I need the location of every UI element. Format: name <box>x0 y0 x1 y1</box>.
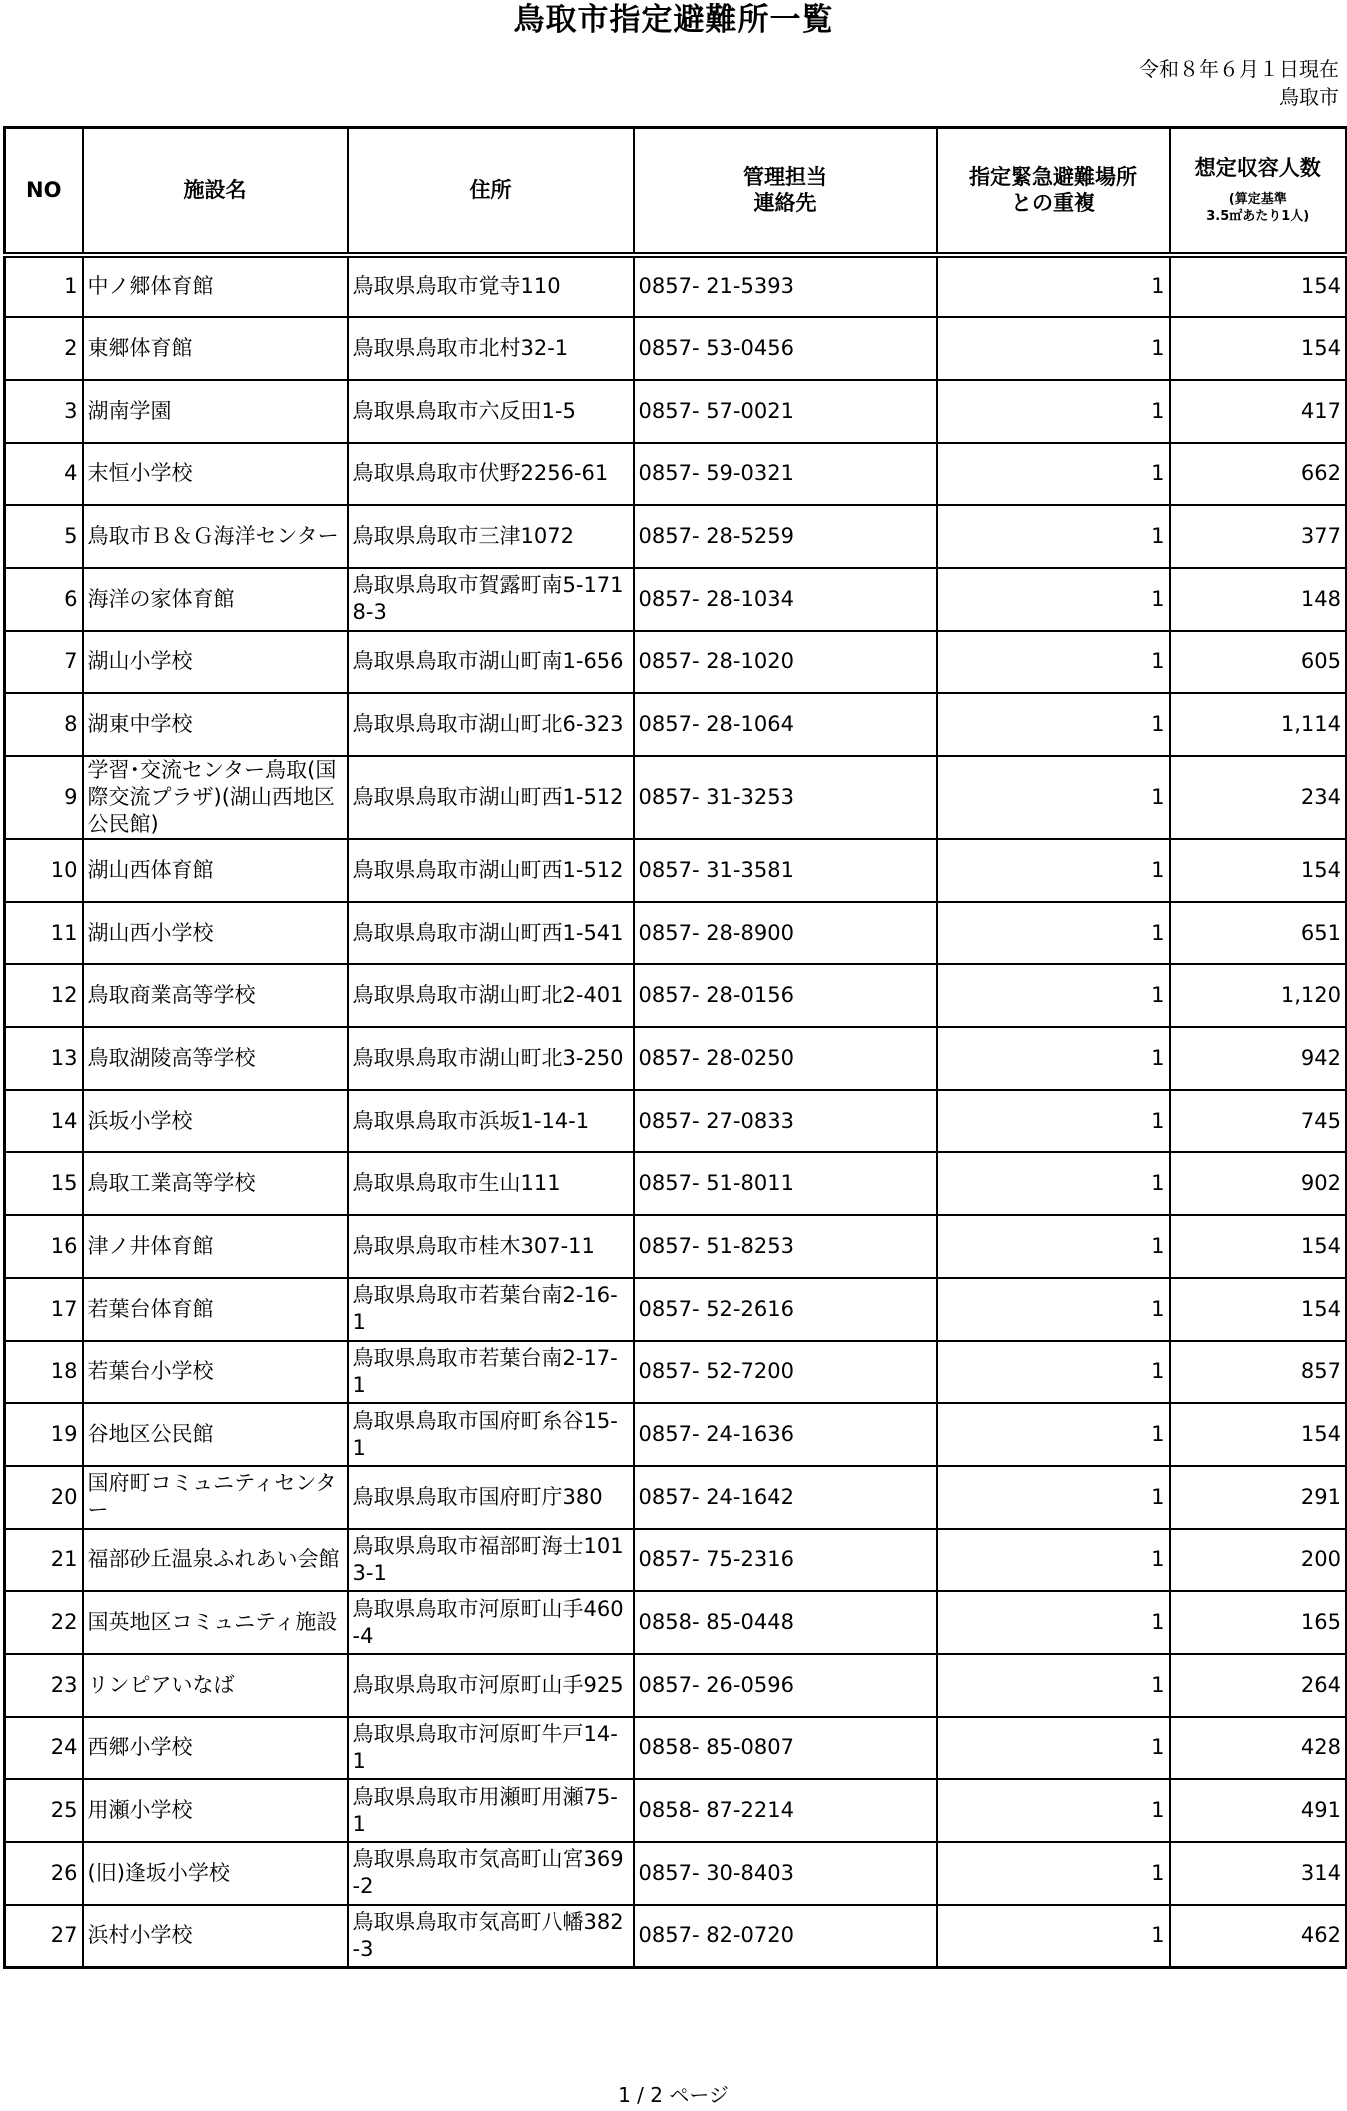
cell-address: 鳥取県鳥取市桂木307-11 <box>348 1215 634 1278</box>
table-row <box>5 505 1347 568</box>
table-row <box>5 1905 1347 1968</box>
cell-capacity: 154 <box>1170 255 1347 318</box>
cell-capacity: 651 <box>1170 902 1347 965</box>
cell-no: 15 <box>5 1152 83 1215</box>
header-capacity <box>1170 128 1347 255</box>
header-address: 住所 <box>348 128 634 255</box>
cell-facility-name: 国府町コミュニティセンター <box>83 1466 348 1529</box>
cell-facility-name: 湖山西体育館 <box>83 839 348 902</box>
cell-facility-name: 末恒小学校 <box>83 443 348 506</box>
table-header-row <box>5 128 1347 255</box>
cell-contact: 0857- 52-2616 <box>634 1278 937 1341</box>
cell-emergency-overlap: 1 <box>937 1654 1170 1717</box>
cell-capacity: 462 <box>1170 1905 1347 1968</box>
cell-no: 21 <box>5 1529 83 1592</box>
cell-contact: 0857- 28-1034 <box>634 568 937 631</box>
cell-contact: 0857- 59-0321 <box>634 443 937 506</box>
table-row <box>5 317 1347 380</box>
cell-facility-name: 西郷小学校 <box>83 1717 348 1780</box>
cell-capacity: 857 <box>1170 1341 1347 1404</box>
cell-emergency-overlap: 1 <box>937 839 1170 902</box>
cell-facility-name: 福部砂丘温泉ふれあい会館 <box>83 1529 348 1592</box>
cell-capacity: 605 <box>1170 631 1347 694</box>
header-capacity-note: (算定基準 3.5㎡あたり1人) <box>1206 192 1310 225</box>
table-row <box>5 631 1347 694</box>
header-contact <box>634 128 937 255</box>
table-row <box>5 1027 1347 1090</box>
cell-capacity: 234 <box>1170 756 1347 839</box>
cell-no: 9 <box>5 756 83 839</box>
cell-address: 鳥取県鳥取市湖山町北3-250 <box>348 1027 634 1090</box>
cell-capacity: 154 <box>1170 1403 1347 1466</box>
cell-no: 18 <box>5 1341 83 1404</box>
cell-address: 鳥取県鳥取市湖山町西1-541 <box>348 902 634 965</box>
cell-no: 16 <box>5 1215 83 1278</box>
cell-no: 17 <box>5 1278 83 1341</box>
cell-facility-name: 谷地区公民館 <box>83 1403 348 1466</box>
cell-contact: 0857- 24-1642 <box>634 1466 937 1529</box>
as-of-date: 令和８年６月１日現在 <box>1139 57 1339 81</box>
cell-emergency-overlap: 1 <box>937 1090 1170 1153</box>
cell-emergency-overlap: 1 <box>937 568 1170 631</box>
cell-capacity: 148 <box>1170 568 1347 631</box>
table-row <box>5 380 1347 443</box>
cell-emergency-overlap: 1 <box>937 1591 1170 1654</box>
cell-no: 5 <box>5 505 83 568</box>
table-row <box>5 902 1347 965</box>
cell-address: 鳥取県鳥取市用瀬町用瀬75-1 <box>348 1779 634 1842</box>
table-row <box>5 1403 1347 1466</box>
cell-facility-name: 鳥取商業高等学校 <box>83 964 348 1027</box>
cell-contact: 0857- 28-0156 <box>634 964 937 1027</box>
table-row <box>5 1654 1347 1717</box>
cell-no: 8 <box>5 693 83 756</box>
cell-address: 鳥取県鳥取市河原町牛戸14-1 <box>348 1717 634 1780</box>
cell-contact: 0857- 28-1064 <box>634 693 937 756</box>
cell-contact: 0857- 75-2316 <box>634 1529 937 1592</box>
cell-facility-name: 鳥取工業高等学校 <box>83 1152 348 1215</box>
cell-contact: 0857- 28-1020 <box>634 631 937 694</box>
cell-facility-name: 鳥取市Ｂ＆Ｇ海洋センター <box>83 505 348 568</box>
table-row <box>5 1152 1347 1215</box>
cell-facility-name: 中ノ郷体育館 <box>83 255 348 318</box>
table-row <box>5 1341 1347 1404</box>
cell-contact: 0857- 24-1636 <box>634 1403 937 1466</box>
shelter-table <box>3 126 1347 1969</box>
cell-emergency-overlap: 1 <box>937 255 1170 318</box>
header-contact-line2: 連絡先 <box>753 191 817 216</box>
cell-emergency-overlap: 1 <box>937 1341 1170 1404</box>
cell-facility-name: 浜坂小学校 <box>83 1090 348 1153</box>
table-row <box>5 1842 1347 1905</box>
cell-no: 12 <box>5 964 83 1027</box>
cell-no: 7 <box>5 631 83 694</box>
cell-emergency-overlap: 1 <box>937 505 1170 568</box>
cell-capacity: 1,114 <box>1170 693 1347 756</box>
cell-facility-name: 鳥取湖陵高等学校 <box>83 1027 348 1090</box>
cell-emergency-overlap: 1 <box>937 693 1170 756</box>
cell-no: 23 <box>5 1654 83 1717</box>
table-row <box>5 1779 1347 1842</box>
page-number: 1 / 2 ページ <box>618 2083 729 2107</box>
cell-address: 鳥取県鳥取市湖山町西1-512 <box>348 756 634 839</box>
cell-emergency-overlap: 1 <box>937 756 1170 839</box>
cell-address: 鳥取県鳥取市気高町山宮369-2 <box>348 1842 634 1905</box>
cell-emergency-overlap: 1 <box>937 317 1170 380</box>
cell-contact: 0857- 30-8403 <box>634 1842 937 1905</box>
cell-capacity: 154 <box>1170 317 1347 380</box>
cell-contact: 0857- 31-3581 <box>634 839 937 902</box>
cell-capacity: 291 <box>1170 1466 1347 1529</box>
table-row <box>5 1215 1347 1278</box>
cell-facility-name: 用瀬小学校 <box>83 1779 348 1842</box>
cell-contact: 0857- 28-5259 <box>634 505 937 568</box>
cell-address: 鳥取県鳥取市賀露町南5-1718-3 <box>348 568 634 631</box>
cell-facility-name: (旧)逢坂小学校 <box>83 1842 348 1905</box>
cell-no: 19 <box>5 1403 83 1466</box>
header-contact-line1: 管理担当 <box>743 165 827 190</box>
cell-no: 27 <box>5 1905 83 1968</box>
cell-emergency-overlap: 1 <box>937 1403 1170 1466</box>
cell-no: 22 <box>5 1591 83 1654</box>
cell-emergency-overlap: 1 <box>937 1905 1170 1968</box>
cell-capacity: 662 <box>1170 443 1347 506</box>
cell-address: 鳥取県鳥取市国府町庁380 <box>348 1466 634 1529</box>
cell-contact: 0857- 82-0720 <box>634 1905 937 1968</box>
cell-emergency-overlap: 1 <box>937 1717 1170 1780</box>
cell-emergency-overlap: 1 <box>937 1152 1170 1215</box>
cell-no: 11 <box>5 902 83 965</box>
table-row <box>5 964 1347 1027</box>
table-row <box>5 443 1347 506</box>
cell-emergency-overlap: 1 <box>937 1779 1170 1842</box>
cell-capacity: 200 <box>1170 1529 1347 1592</box>
cell-address: 鳥取県鳥取市三津1072 <box>348 505 634 568</box>
cell-facility-name: 東郷体育館 <box>83 317 348 380</box>
cell-capacity: 154 <box>1170 839 1347 902</box>
cell-capacity: 165 <box>1170 1591 1347 1654</box>
cell-address: 鳥取県鳥取市湖山町北6-323 <box>348 693 634 756</box>
table-row <box>5 1717 1347 1780</box>
cell-address: 鳥取県鳥取市覚寺110 <box>348 255 634 318</box>
cell-facility-name: 海洋の家体育館 <box>83 568 348 631</box>
cell-no: 26 <box>5 1842 83 1905</box>
header-overlap-line1: 指定緊急避難場所 <box>969 165 1137 190</box>
table-row <box>5 255 1347 318</box>
cell-capacity: 942 <box>1170 1027 1347 1090</box>
cell-facility-name: 若葉台小学校 <box>83 1341 348 1404</box>
cell-no: 20 <box>5 1466 83 1529</box>
cell-contact: 0857- 52-7200 <box>634 1341 937 1404</box>
cell-contact: 0857- 27-0833 <box>634 1090 937 1153</box>
cell-facility-name: 湖南学園 <box>83 380 348 443</box>
table-row <box>5 568 1347 631</box>
cell-facility-name: 学習･交流センター鳥取(国際交流プラザ)(湖山西地区公民館) <box>83 756 348 839</box>
cell-capacity: 428 <box>1170 1717 1347 1780</box>
cell-address: 鳥取県鳥取市福部町海士1013-1 <box>348 1529 634 1592</box>
cell-contact: 0857- 28-0250 <box>634 1027 937 1090</box>
cell-emergency-overlap: 1 <box>937 443 1170 506</box>
cell-no: 25 <box>5 1779 83 1842</box>
cell-address: 鳥取県鳥取市気高町八幡382-3 <box>348 1905 634 1968</box>
cell-contact: 0857- 53-0456 <box>634 317 937 380</box>
cell-address: 鳥取県鳥取市生山111 <box>348 1152 634 1215</box>
cell-emergency-overlap: 1 <box>937 902 1170 965</box>
cell-contact: 0857- 57-0021 <box>634 380 937 443</box>
cell-emergency-overlap: 1 <box>937 1529 1170 1592</box>
cell-address: 鳥取県鳥取市伏野2256-61 <box>348 443 634 506</box>
cell-emergency-overlap: 1 <box>937 631 1170 694</box>
cell-contact: 0857- 26-0596 <box>634 1654 937 1717</box>
cell-facility-name: 湖山西小学校 <box>83 902 348 965</box>
cell-capacity: 154 <box>1170 1278 1347 1341</box>
cell-facility-name: 浜村小学校 <box>83 1905 348 1968</box>
cell-capacity: 1,120 <box>1170 964 1347 1027</box>
table-row <box>5 693 1347 756</box>
cell-capacity: 902 <box>1170 1152 1347 1215</box>
table-row <box>5 839 1347 902</box>
cell-emergency-overlap: 1 <box>937 1842 1170 1905</box>
header-no: NO <box>5 128 83 255</box>
cell-address: 鳥取県鳥取市六反田1-5 <box>348 380 634 443</box>
cell-address: 鳥取県鳥取市北村32-1 <box>348 317 634 380</box>
cell-capacity: 491 <box>1170 1779 1347 1842</box>
cell-contact: 0857- 31-3253 <box>634 756 937 839</box>
cell-facility-name: 国英地区コミュニティ施設 <box>83 1591 348 1654</box>
cell-address: 鳥取県鳥取市河原町山手460-4 <box>348 1591 634 1654</box>
cell-contact: 0858- 85-0807 <box>634 1717 937 1780</box>
cell-address: 鳥取県鳥取市若葉台南2-16-1 <box>348 1278 634 1341</box>
table-row <box>5 1591 1347 1654</box>
cell-contact: 0857- 21-5393 <box>634 255 937 318</box>
cell-emergency-overlap: 1 <box>937 1027 1170 1090</box>
cell-contact: 0857- 51-8253 <box>634 1215 937 1278</box>
cell-emergency-overlap: 1 <box>937 380 1170 443</box>
cell-address: 鳥取県鳥取市湖山町西1-512 <box>348 839 634 902</box>
cell-address: 鳥取県鳥取市国府町糸谷15-1 <box>348 1403 634 1466</box>
table-row <box>5 756 1347 839</box>
cell-facility-name: 湖東中学校 <box>83 693 348 756</box>
cell-no: 6 <box>5 568 83 631</box>
cell-no: 1 <box>5 255 83 318</box>
cell-capacity: 314 <box>1170 1842 1347 1905</box>
cell-contact: 0857- 51-8011 <box>634 1152 937 1215</box>
cell-no: 2 <box>5 317 83 380</box>
table-row <box>5 1090 1347 1153</box>
header-overlap-line2: との重複 <box>1011 191 1095 216</box>
cell-contact: 0858- 85-0448 <box>634 1591 937 1654</box>
table-row <box>5 1466 1347 1529</box>
table-row <box>5 1529 1347 1592</box>
cell-capacity: 154 <box>1170 1215 1347 1278</box>
cell-facility-name: 湖山小学校 <box>83 631 348 694</box>
cell-emergency-overlap: 1 <box>937 964 1170 1027</box>
cell-address: 鳥取県鳥取市湖山町南1-656 <box>348 631 634 694</box>
cell-capacity: 264 <box>1170 1654 1347 1717</box>
cell-no: 4 <box>5 443 83 506</box>
cell-emergency-overlap: 1 <box>937 1466 1170 1529</box>
page-title: 鳥取市指定避難所一覧 <box>513 2 834 38</box>
cell-facility-name: リンピアいなば <box>83 1654 348 1717</box>
header-name: 施設名 <box>83 128 348 255</box>
cell-capacity: 377 <box>1170 505 1347 568</box>
header-overlap <box>937 128 1170 255</box>
cell-capacity: 745 <box>1170 1090 1347 1153</box>
cell-contact: 0858- 87-2214 <box>634 1779 937 1842</box>
cell-address: 鳥取県鳥取市河原町山手925 <box>348 1654 634 1717</box>
organization-name: 鳥取市 <box>1279 85 1339 109</box>
cell-no: 13 <box>5 1027 83 1090</box>
cell-facility-name: 若葉台体育館 <box>83 1278 348 1341</box>
cell-address: 鳥取県鳥取市浜坂1-14-1 <box>348 1090 634 1153</box>
cell-capacity: 417 <box>1170 380 1347 443</box>
cell-emergency-overlap: 1 <box>937 1278 1170 1341</box>
header-capacity-line1: 想定収容人数 <box>1194 156 1321 181</box>
cell-no: 14 <box>5 1090 83 1153</box>
cell-no: 24 <box>5 1717 83 1780</box>
cell-facility-name: 津ノ井体育館 <box>83 1215 348 1278</box>
cell-contact: 0857- 28-8900 <box>634 902 937 965</box>
cell-address: 鳥取県鳥取市湖山町北2-401 <box>348 964 634 1027</box>
table-row <box>5 1278 1347 1341</box>
cell-no: 10 <box>5 839 83 902</box>
cell-address: 鳥取県鳥取市若葉台南2-17-1 <box>348 1341 634 1404</box>
cell-emergency-overlap: 1 <box>937 1215 1170 1278</box>
cell-no: 3 <box>5 380 83 443</box>
